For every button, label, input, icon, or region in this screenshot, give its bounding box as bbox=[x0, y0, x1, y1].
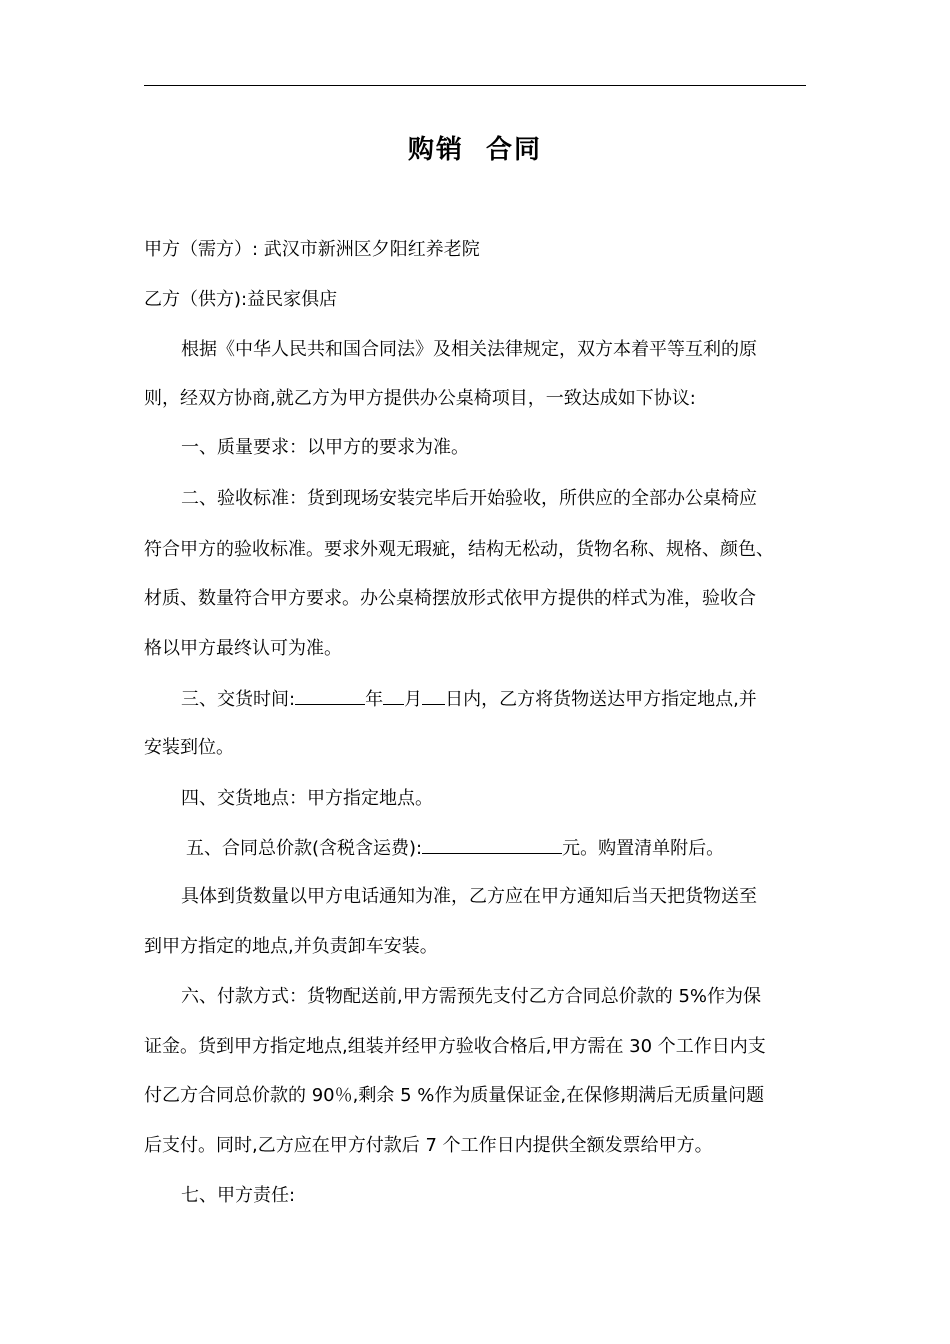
clause-2-line-3: 材质、数量符合甲方要求。办公桌椅摆放形式依甲方提供的样式为准，验收合 bbox=[144, 588, 756, 609]
header-rule bbox=[144, 85, 806, 86]
clause-3-prefix: 三、交货时间: bbox=[181, 689, 296, 710]
clause-4-location: 四、交货地点：甲方指定地点。 bbox=[181, 788, 433, 809]
delivery-line-1: 具体到货数量以甲方电话通知为准，乙方应在甲方通知后当天把货物送至 bbox=[181, 886, 757, 907]
clause-3-suffix: 日内，乙方将货物送达甲方指定地点,并 bbox=[445, 689, 757, 710]
clause-2-line-1: 二、验收标准：货到现场安装完毕后开始验收，所供应的全部办公桌椅应 bbox=[181, 488, 757, 509]
clause-6-line-1: 六、付款方式：货物配送前,甲方需预先支付乙方合同总价款的 5%作为保 bbox=[181, 986, 761, 1007]
clause-1-quality: 一、质量要求：以甲方的要求为准。 bbox=[181, 437, 469, 458]
clause-5-line bbox=[186, 835, 724, 862]
document-title: 购销 合同 bbox=[407, 135, 543, 165]
preamble-line-1: 根据《中华人民共和国合同法》及相关法律规定，双方本着平等互利的原 bbox=[181, 339, 757, 360]
clause-5-suffix: 元。购置清单附后。 bbox=[562, 838, 725, 859]
preamble-line-2: 则，经双方协商,就乙方为甲方提供办公桌椅项目，一致达成如下协议: bbox=[144, 388, 696, 409]
clause-3-line-1 bbox=[181, 686, 757, 713]
clause-5-prefix: 五、合同总价款(含税含运费): bbox=[186, 838, 423, 859]
month-blank bbox=[383, 686, 404, 705]
price-blank bbox=[422, 835, 562, 854]
day-blank bbox=[422, 686, 445, 705]
year-blank bbox=[295, 686, 365, 705]
clause-6-line-2: 证金。货到甲方指定地点,组装并经甲方验收合格后,甲方需在 30 个工作日内支 bbox=[144, 1036, 766, 1057]
clause-6-line-3: 付乙方合同总价款的 90％,剩余 5 %作为质量保证金,在保修期满后无质量问题 bbox=[144, 1085, 765, 1106]
clause-2-line-4: 格以甲方最终认可为准。 bbox=[144, 638, 342, 659]
clause-3-line-2: 安装到位。 bbox=[144, 737, 234, 758]
clause-2-line-2: 符合甲方的验收标准。要求外观无瑕疵，结构无松动，货物名称、规格、颜色、 bbox=[144, 539, 774, 560]
party-b-line: 乙方（供方):益民家俱店 bbox=[144, 289, 338, 310]
party-a-line: 甲方（需方）: 武汉市新洲区夕阳红养老院 bbox=[144, 239, 480, 260]
delivery-line-2: 到甲方指定的地点,并负责卸车安装。 bbox=[144, 936, 438, 957]
clause-3-year: 年 bbox=[365, 689, 384, 710]
clause-3-month: 月 bbox=[404, 689, 423, 710]
clause-7-heading: 七、甲方责任: bbox=[181, 1185, 296, 1206]
clause-6-line-4: 后支付。同时,乙方应在甲方付款后 7 个工作日内提供全额发票给甲方。 bbox=[144, 1135, 713, 1156]
